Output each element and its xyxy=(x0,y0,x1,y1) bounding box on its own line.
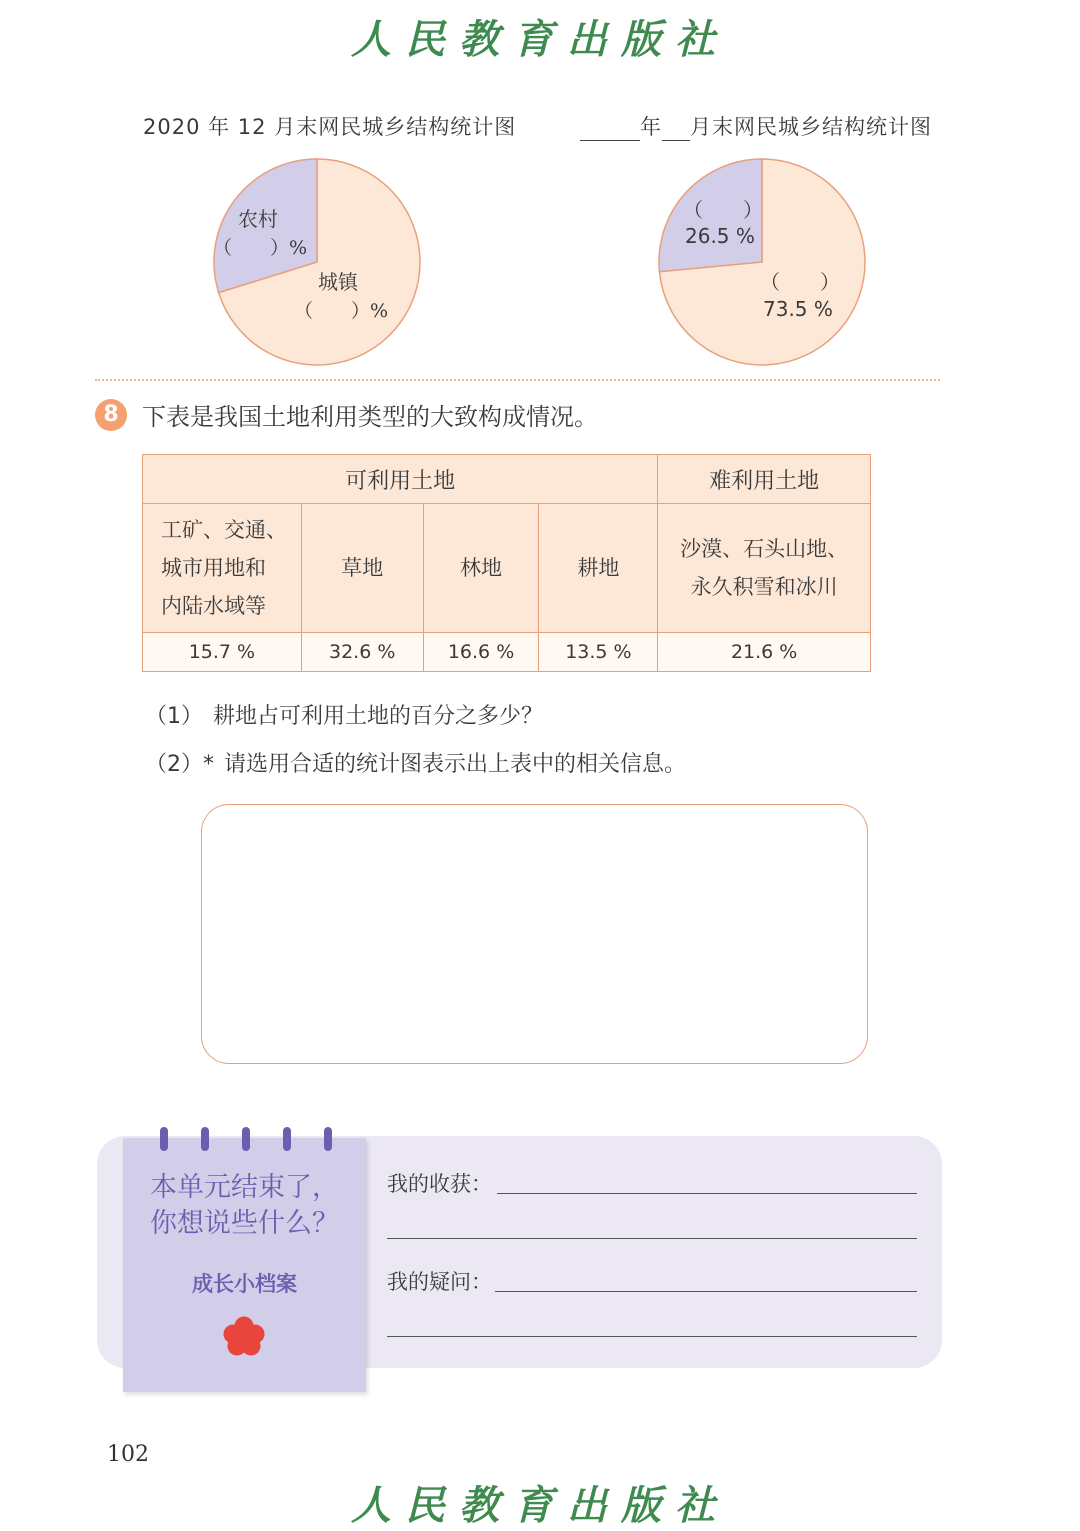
gain-line-2[interactable] xyxy=(387,1238,917,1239)
binder-ring-icon xyxy=(160,1127,168,1151)
land-use-table xyxy=(142,454,871,672)
question-8-text: 下表是我国土地利用类型的大致构成情况。 xyxy=(142,403,598,431)
value-desert: 21.6 % xyxy=(658,633,871,672)
gain-line-1[interactable] xyxy=(497,1193,917,1194)
category-farmland: 耕地 xyxy=(539,504,658,633)
question-label: 我的疑问： xyxy=(387,1270,492,1294)
value-forest: 16.6 % xyxy=(423,633,539,672)
pie-1-city-value: （ ）% xyxy=(294,300,389,322)
growth-card-title: 本单元结束了， 你想说些什么？ xyxy=(150,1172,339,1239)
pie-2-small-value: 26.5 % xyxy=(685,224,755,248)
publisher-logo-top: 人民教育出版社 xyxy=(351,16,729,63)
pie-2-large-value: 73.5 % xyxy=(763,297,833,321)
category-grassland: 草地 xyxy=(301,504,423,633)
sub-question-2 xyxy=(145,747,686,778)
month-text: 月末网民城乡结构统计图 xyxy=(690,115,932,139)
header-unusable-land: 难利用土地 xyxy=(658,455,871,504)
header-usable-land: 可利用土地 xyxy=(143,455,658,504)
pie-chart-2 xyxy=(650,150,875,375)
value-industrial: 15.7 % xyxy=(143,633,302,672)
binder-ring-icon xyxy=(242,1127,250,1151)
sub-question-1 xyxy=(145,699,543,730)
pie-1-rural-label: 农村 xyxy=(238,207,278,231)
month-blank[interactable] xyxy=(662,140,690,141)
question-line-2[interactable] xyxy=(387,1336,917,1337)
category-industrial: 工矿、交通、 城市用地和 内陆水域等 xyxy=(143,504,302,633)
pie-chart-2-title xyxy=(580,111,932,141)
pie-2-small-label: （ ） xyxy=(683,198,763,222)
pie-chart-1 xyxy=(205,150,430,375)
pie-2-large-label: （ ） xyxy=(760,270,840,294)
sub-question-1-text: 耕地占可利用土地的百分之多少？ xyxy=(213,704,544,729)
binder-ring-icon xyxy=(324,1127,332,1151)
growth-card-subtitle: 成长小档案 xyxy=(192,1272,297,1296)
publisher-logo-bottom: 人民教育出版社 xyxy=(351,1482,729,1529)
flower-icon xyxy=(222,1316,266,1358)
question-number-badge: 8 xyxy=(95,399,127,431)
pie-1-city-label: 城镇 xyxy=(318,270,358,294)
pie-1-rural-value: （ ）% xyxy=(213,237,308,259)
sub-question-1-tag: （1） xyxy=(145,704,203,729)
answer-box[interactable] xyxy=(201,804,868,1064)
gain-label: 我的收获： xyxy=(387,1172,492,1196)
year-text: 年 xyxy=(640,115,662,139)
binder-ring-icon xyxy=(201,1127,209,1151)
year-blank[interactable] xyxy=(580,140,640,141)
value-farmland: 13.5 % xyxy=(539,633,658,672)
page-number: 102 xyxy=(107,1442,149,1467)
category-forest: 林地 xyxy=(423,504,539,633)
pie-chart-1-title: 2020 年 12 月末网民城乡结构统计图 xyxy=(143,115,517,139)
section-divider xyxy=(95,379,940,381)
category-desert: 沙漠、石头山地、 永久积雪和冰川 xyxy=(658,504,871,633)
sub-question-2-tag: （2）* xyxy=(145,752,214,777)
binder-ring-icon xyxy=(283,1127,291,1151)
question-line-1[interactable] xyxy=(495,1291,917,1292)
value-grassland: 32.6 % xyxy=(301,633,423,672)
sub-question-2-text: 请选用合适的统计图表示出上表中的相关信息。 xyxy=(224,752,687,777)
